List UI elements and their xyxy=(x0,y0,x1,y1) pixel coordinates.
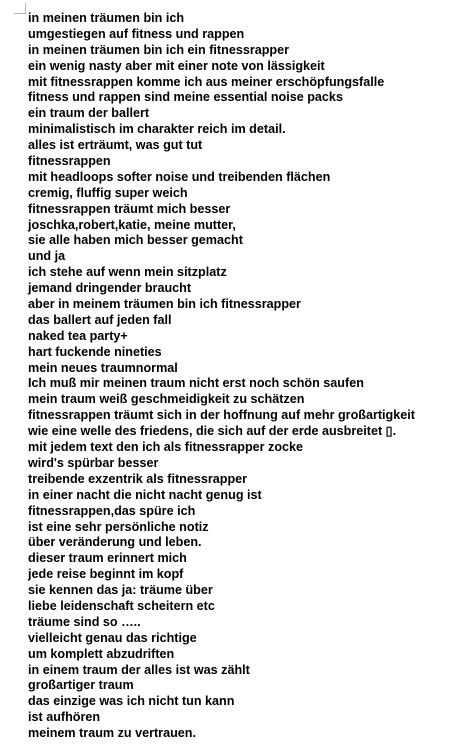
text-line: hart fuckende nineties xyxy=(28,344,162,359)
text-line: umgestiegen auf fitness und rappen xyxy=(28,26,245,41)
text-line: über veränderung und leben. xyxy=(28,535,202,550)
text-line: mein neues traumnormal xyxy=(28,360,178,375)
text-line: Ich muß mir meinen traum nicht erst noch schön saufen xyxy=(28,376,364,391)
text-line: alles ist erträumt, was gut tut xyxy=(28,138,203,153)
text-line: großartiger traum xyxy=(28,678,134,693)
text-line: fitnessrappen,das spüre ich xyxy=(28,503,196,518)
text-line: jede reise beginnt im kopf xyxy=(28,567,184,582)
text-line: ich stehe auf wenn mein sitzplatz xyxy=(28,265,227,280)
text-line: treibende exzentrik als fitnessrapper xyxy=(28,471,248,486)
text-line: wird's spürbar besser xyxy=(28,455,159,470)
text-line: sie kennen das ja: träume über xyxy=(28,583,213,598)
text-line: fitnessrappen xyxy=(28,154,111,169)
text-line: träume sind so ….. xyxy=(28,614,141,629)
text-line: ein traum der ballert xyxy=(28,106,150,121)
text-line: meinem traum zu vertrauen. xyxy=(28,726,196,741)
text-line: in meinen träumen bin ich xyxy=(28,11,185,25)
text-line: fitnessrappen träumt mich besser xyxy=(28,201,231,216)
text-line: dieser traum erinnert mich xyxy=(28,551,187,566)
margin-corner-marker xyxy=(14,3,26,14)
text-line: jemand dringender braucht xyxy=(28,281,192,296)
text-line: in meinen träumen bin ich ein fitnessrapper xyxy=(28,42,290,57)
text-line: mit fitnessrappen komme ich aus meiner erschöpfungsfalle xyxy=(28,74,385,89)
text-line: vielleicht genau das richtige xyxy=(28,630,197,645)
text-line: cremig, fluffig super weich xyxy=(28,185,188,200)
text-line: das ballert auf jeden fall xyxy=(28,312,172,327)
text-line: das einzige was ich nicht tun kann xyxy=(28,694,235,709)
text-line: ist aufhören xyxy=(28,710,101,725)
text-line: mit jedem text den ich als fitnessrapper zocke xyxy=(28,440,304,455)
text-line: und ja xyxy=(28,249,66,264)
text-line: joschka,robert,katie, meine mutter, xyxy=(28,217,236,232)
text-line: aber in meinem träumen bin ich fitnessrapper xyxy=(28,297,301,312)
text-line: minimalistisch im charakter reich im detail. xyxy=(28,122,286,137)
poem-text-body[interactable] xyxy=(28,11,458,742)
text-line: wie eine welle des friedens, die sich auf der erde ausbreitet ▯. xyxy=(28,424,397,439)
text-line: sie alle haben mich besser gemacht xyxy=(28,233,243,248)
text-line: ein wenig nasty aber mit einer note von lässigkeit xyxy=(28,58,325,73)
text-line: mit headloops softer noise und treibenden flächen xyxy=(28,169,331,184)
text-line: fitnessrappen träumt sich in der hoffnung auf mehr großartigkeit xyxy=(28,408,415,423)
text-line: liebe leidenschaft scheitern etc xyxy=(28,598,215,613)
text-line: in einem traum der alles ist was zählt xyxy=(28,662,250,677)
text-line: fitness und rappen sind meine essential noise packs xyxy=(28,90,343,105)
text-line: naked tea party+ xyxy=(28,328,128,343)
text-line: mein traum weiß geschmeidigkeit zu schätzen xyxy=(28,392,305,407)
text-line: um komplett abzudriften xyxy=(28,646,175,661)
text-line: ist eine sehr persönliche notiz xyxy=(28,519,209,534)
text-line: in einer nacht die nicht nacht genug ist xyxy=(28,487,262,502)
